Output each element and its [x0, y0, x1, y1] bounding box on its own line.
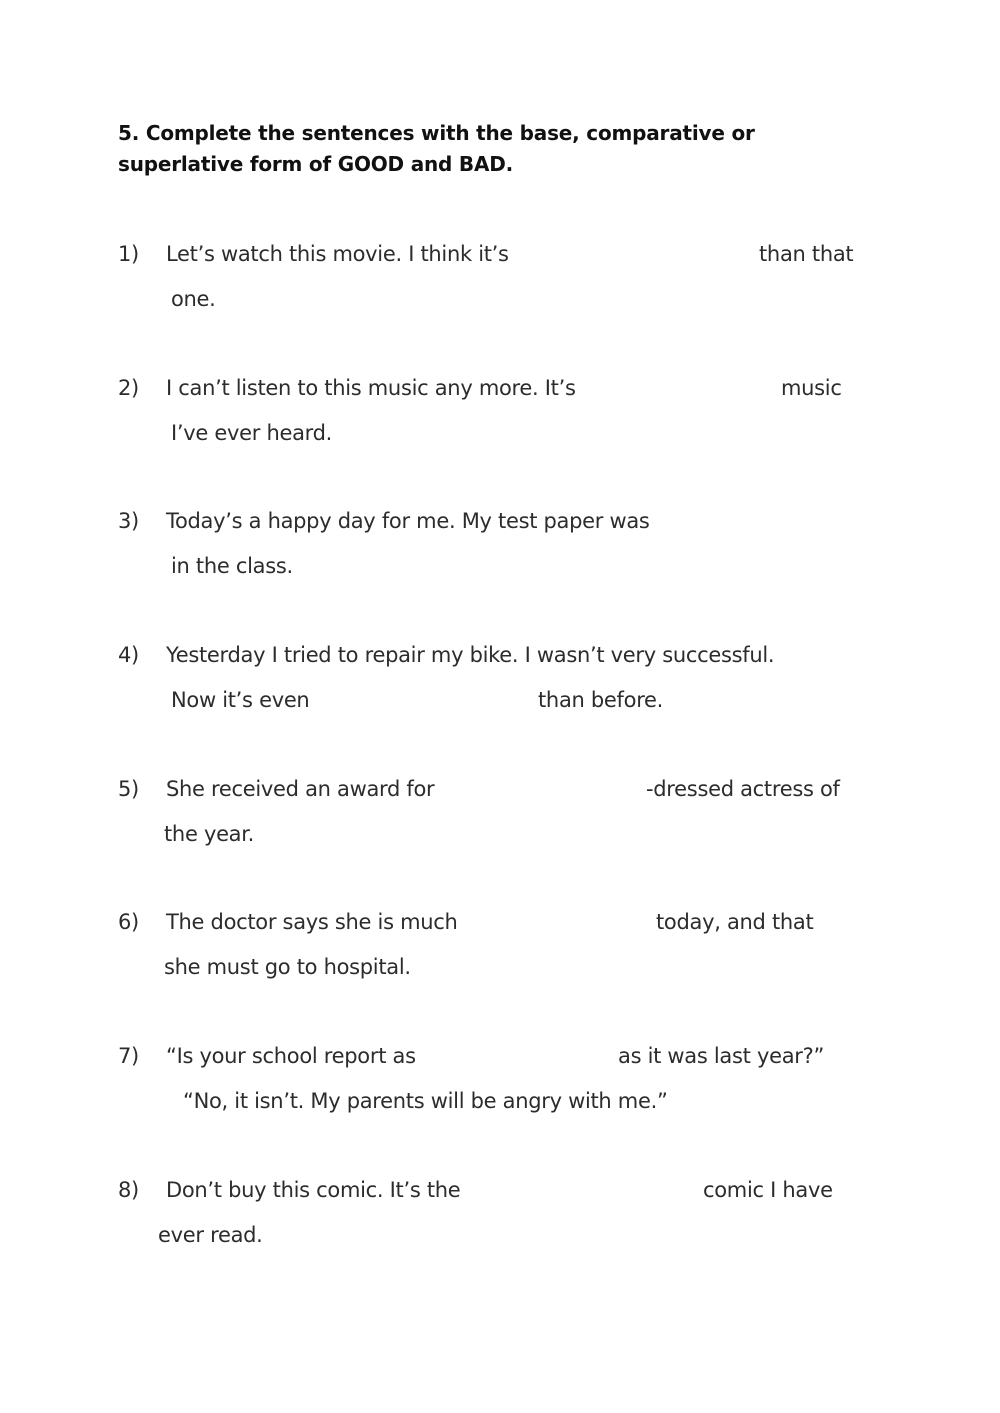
item-number: 2) — [118, 376, 139, 400]
exercise-instruction: 5. Complete the sentences with the base, comparative or superlative form of GOOD and BAD. — [118, 121, 755, 176]
answer-blank[interactable] — [615, 374, 775, 402]
answer-blank[interactable] — [496, 1176, 696, 1204]
sentence-continuation: “No, it isn’t. My parents will be angry with me.” — [183, 1089, 668, 1113]
sentence-text: Today’s a happy day for me. My test paper was — [166, 509, 650, 533]
answer-blank[interactable] — [444, 1042, 610, 1070]
sentence-continuation: one. — [171, 287, 216, 311]
sentence-continuation: the year. — [164, 822, 255, 846]
sentence-text: The doctor says she is much — [166, 910, 458, 934]
sentence-text: -dressed actress of — [646, 777, 840, 801]
sentence-continuation: she must go to hospital. — [164, 955, 411, 979]
sentence-continuation: in the class. — [171, 554, 293, 578]
item-number: 4) — [118, 643, 139, 667]
sentence-text: comic I have — [703, 1178, 833, 1202]
sentence-continuation: ever read. — [158, 1223, 263, 1247]
sentence-text: today, and that — [656, 910, 814, 934]
item-number: 8) — [118, 1178, 139, 1202]
item-number: 7) — [118, 1044, 139, 1068]
sentence-continuation: than before. — [538, 688, 664, 712]
answer-blank[interactable] — [720, 507, 870, 535]
answer-blank[interactable] — [330, 686, 530, 714]
sentence-continuation: Now it’s even — [171, 688, 310, 712]
sentence-text: music — [781, 376, 842, 400]
sentence-text: “Is your school report as — [166, 1044, 416, 1068]
sentence-text: Let’s watch this movie. I think it’s — [166, 242, 509, 266]
item-number: 3) — [118, 509, 139, 533]
answer-blank[interactable] — [478, 775, 638, 803]
item-number: 6) — [118, 910, 139, 934]
sentence-text: She received an award for — [166, 777, 435, 801]
sentence-continuation: I’ve ever heard. — [171, 421, 333, 445]
sentence-text: than that — [759, 242, 854, 266]
sentence-text: Yesterday I tried to repair my bike. I wasn’t very successful. — [166, 643, 775, 667]
sentence-text: as it was last year?” — [618, 1044, 825, 1068]
answer-blank[interactable] — [540, 240, 750, 268]
answer-blank[interactable] — [490, 908, 648, 936]
item-number: 1) — [118, 242, 139, 266]
sentence-text: Don’t buy this comic. It’s the — [166, 1178, 461, 1202]
sentence-text: I can’t listen to this music any more. It’s — [166, 376, 576, 400]
item-number: 5) — [118, 777, 139, 801]
